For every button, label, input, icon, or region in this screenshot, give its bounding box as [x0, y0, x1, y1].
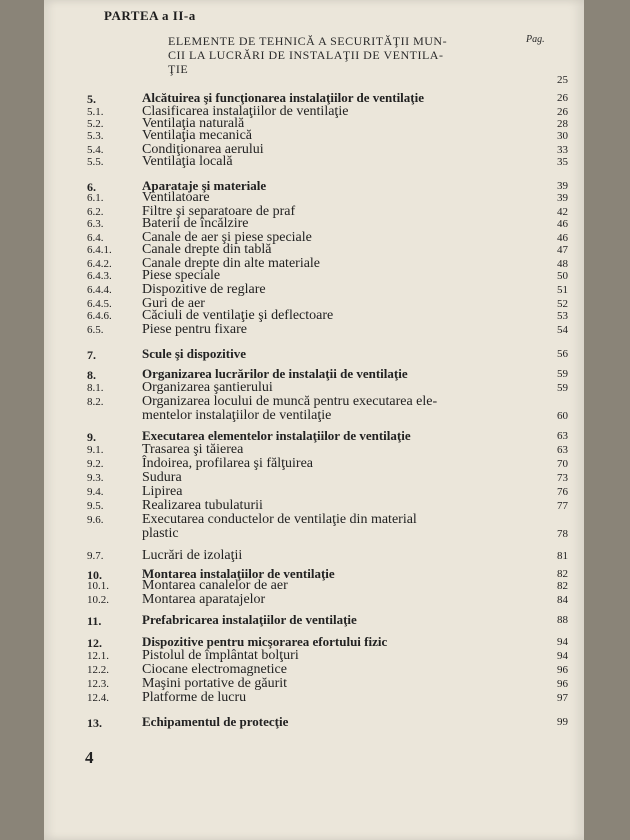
toc-title: Ventilatoare	[142, 190, 210, 205]
toc-page: 30	[557, 130, 568, 142]
toc-title: Piese pentru fixare	[142, 322, 247, 337]
toc-number: 6.4.3.	[87, 270, 112, 282]
toc-number: 6.3.	[87, 218, 104, 230]
toc-title: Prefabricarea instalaţiilor de ventilaţie	[142, 612, 357, 627]
toc-page: 35	[557, 156, 568, 168]
toc-title: Ciocane electromagnetice	[142, 662, 287, 677]
toc-title: Ventilaţia naturală	[142, 116, 245, 131]
toc-number: 9.6.	[87, 514, 104, 526]
toc-page: 88	[557, 614, 568, 626]
toc-page: 82	[557, 568, 568, 580]
toc-title: Canale de aer şi piese speciale	[142, 230, 312, 245]
toc-number: 12.4.	[87, 692, 109, 704]
toc-number: 5.5.	[87, 156, 104, 168]
toc-title: Guri de aer	[142, 296, 205, 311]
toc-title: Executarea elementelor instalaţiilor de ventilaţie	[142, 428, 411, 443]
toc-page: 82	[557, 580, 568, 592]
toc-number: 6.4.6.	[87, 310, 112, 322]
toc-title: Dispozitive de reglare	[142, 282, 266, 297]
toc-entry	[44, 322, 584, 338]
toc-number: 6.4.5.	[87, 298, 112, 310]
toc-page: 81	[557, 550, 568, 562]
toc-title: Trasarea şi tăierea	[142, 442, 244, 457]
toc-title: Executarea conductelor de ventilaţie din material	[142, 512, 417, 527]
part-title-line: ELEMENTE DE TEHNICĂ A SECURITĂŢII MUN-	[168, 34, 448, 48]
toc-number: 7.	[87, 348, 96, 362]
toc-page: 73	[557, 472, 568, 484]
toc-page: 59	[557, 368, 568, 380]
toc-title: Căciuli de ventilaţie şi deflectoare	[142, 308, 334, 323]
toc-number: 9.2.	[87, 458, 104, 470]
toc-number: 5.1.	[87, 106, 104, 118]
page-number: 4	[85, 748, 94, 767]
toc-title-continued: plastic	[142, 526, 179, 541]
toc-number: 8.2.	[87, 396, 104, 408]
toc-page: 70	[557, 458, 568, 470]
toc-page: 77	[557, 500, 568, 512]
toc-title-continued: mentelor instalaţiilor de ventilaţie	[142, 408, 332, 423]
toc-title: Filtre şi separatoare de praf	[142, 204, 296, 219]
toc-entry	[44, 612, 584, 628]
toc-page: 28	[557, 118, 568, 130]
toc-page: 52	[557, 298, 568, 310]
toc-number: 12.2.	[87, 664, 109, 676]
toc-page: 94	[557, 636, 568, 648]
book-page	[44, 0, 584, 840]
toc-page: 96	[557, 664, 568, 676]
toc-title: Montarea aparatajelor	[142, 592, 266, 607]
toc-number: 10.1.	[87, 580, 109, 592]
toc-number: 5.	[87, 92, 96, 106]
toc-number: 9.5.	[87, 500, 104, 512]
toc-page: 39	[557, 192, 568, 204]
toc-page: 26	[557, 106, 568, 118]
toc-page: 51	[557, 284, 568, 296]
toc-page: 99	[557, 716, 568, 728]
toc-number: 6.4.1.	[87, 244, 112, 256]
toc-number: 9.4.	[87, 486, 104, 498]
toc-number: 6.2.	[87, 206, 104, 218]
toc-entry	[44, 714, 584, 730]
toc-title: Ventilaţia locală	[142, 154, 233, 169]
toc-page: 47	[557, 244, 568, 256]
toc-page: 46	[557, 218, 568, 230]
toc-title: Ventilaţia mecanică	[142, 128, 252, 143]
toc-number: 9.	[87, 430, 96, 444]
toc-title: Organizarea şantierului	[142, 380, 273, 395]
toc-title: Îndoirea, profilarea şi fălţuirea	[142, 456, 314, 471]
toc-page: 54	[557, 324, 568, 336]
toc-title: Montarea canalelor de aer	[142, 578, 288, 593]
toc-title: Alcătuirea şi funcţionarea instalaţiilor de ventilaţie	[142, 90, 425, 105]
toc-page: 53	[557, 310, 568, 322]
toc-number: 12.	[87, 636, 102, 650]
toc-page: 78	[557, 528, 568, 540]
toc-page: 59	[557, 382, 568, 394]
toc-number: 9.3.	[87, 472, 104, 484]
toc-page: 96	[557, 678, 568, 690]
toc-title: Pistolul de împlântat bolţuri	[142, 648, 299, 663]
toc-entry	[44, 394, 584, 423]
toc-title: Organizarea locului de muncă pentru executarea ele-	[142, 394, 438, 409]
toc-number: 9.1.	[87, 444, 104, 456]
toc-page: 56	[557, 348, 568, 360]
toc-title: Organizarea lucrărilor de instalaţii de ventilaţie	[142, 366, 408, 381]
part-title-line: CII LA LUCRĂRI DE INSTALAŢII DE VENTILA-	[168, 48, 444, 62]
toc-page: 26	[557, 92, 568, 104]
toc-entry	[44, 346, 584, 362]
toc-entry	[44, 154, 584, 170]
toc-number: 5.4.	[87, 144, 104, 156]
toc-title: Aparataje şi materiale	[142, 178, 267, 193]
toc-page: 76	[557, 486, 568, 498]
toc-number: 12.1.	[87, 650, 109, 662]
toc-entry	[44, 690, 584, 706]
toc-title: Canale drepte din tablă	[142, 242, 272, 257]
toc-title: Realizarea tubulaturii	[142, 498, 263, 513]
toc-number: 6.1.	[87, 192, 104, 204]
toc-page: 84	[557, 594, 568, 606]
toc-number: 8.	[87, 368, 96, 382]
toc-page: 46	[557, 232, 568, 244]
toc-title: Echipamentul de protecţie	[142, 714, 289, 729]
toc-title: Montarea instalaţiilor de ventilaţie	[142, 566, 335, 581]
toc-page: 94	[557, 650, 568, 662]
toc-title: Lipirea	[142, 484, 183, 499]
toc-number: 13.	[87, 716, 102, 730]
toc-entry	[44, 512, 584, 541]
toc-number: 11.	[87, 614, 102, 628]
toc-number: 8.1.	[87, 382, 104, 394]
toc-title: Lucrări de izolaţii	[142, 548, 243, 563]
toc-page: 60	[557, 410, 568, 422]
toc-page: 50	[557, 270, 568, 282]
toc-page: 33	[557, 144, 568, 156]
toc-number: 6.5.	[87, 324, 104, 336]
toc-title: Piese speciale	[142, 268, 221, 283]
toc-title: Canale drepte din alte materiale	[142, 256, 321, 271]
toc-number: 5.2.	[87, 118, 104, 130]
toc-title: Platforme de lucru	[142, 690, 247, 705]
toc-number: 10.	[87, 568, 102, 582]
part-title-page-row	[44, 72, 584, 88]
toc-title: Maşini portative de găurit	[142, 676, 288, 691]
toc-title: Baterii de încălzire	[142, 216, 249, 231]
toc-entry	[44, 548, 584, 564]
toc-page: 97	[557, 692, 568, 704]
toc-title: Sudura	[142, 470, 182, 485]
toc-title: Dispozitive pentru micşorarea efortului fizic	[142, 634, 388, 649]
toc-page: 39	[557, 180, 568, 192]
toc-entry	[44, 592, 584, 608]
toc-number: 6.4.	[87, 232, 104, 244]
toc-title: Scule şi dispozitive	[142, 346, 247, 361]
toc-number: 6.4.2.	[87, 258, 112, 270]
toc-page: 42	[557, 206, 568, 218]
toc-number: 5.3.	[87, 130, 104, 142]
toc-number: 10.2.	[87, 594, 109, 606]
toc-number: 6.4.4.	[87, 284, 112, 296]
toc-title: Condiţionarea aerului	[142, 142, 264, 157]
toc-number: 9.7.	[87, 550, 104, 562]
toc-page: 25	[557, 74, 568, 86]
part-title-line: ŢIE	[168, 62, 189, 76]
toc-page: 63	[557, 444, 568, 456]
toc-number: 6.	[87, 180, 96, 194]
toc-number: 12.3.	[87, 678, 109, 690]
toc-title: Clasificarea instalaţiilor de ventilaţie	[142, 104, 349, 119]
toc-page: 48	[557, 258, 568, 270]
toc-page: 63	[557, 430, 568, 442]
part-label: PARTEA a II-a	[104, 8, 196, 23]
part-title	[168, 34, 528, 76]
page-column-label: Pag.	[526, 34, 545, 45]
